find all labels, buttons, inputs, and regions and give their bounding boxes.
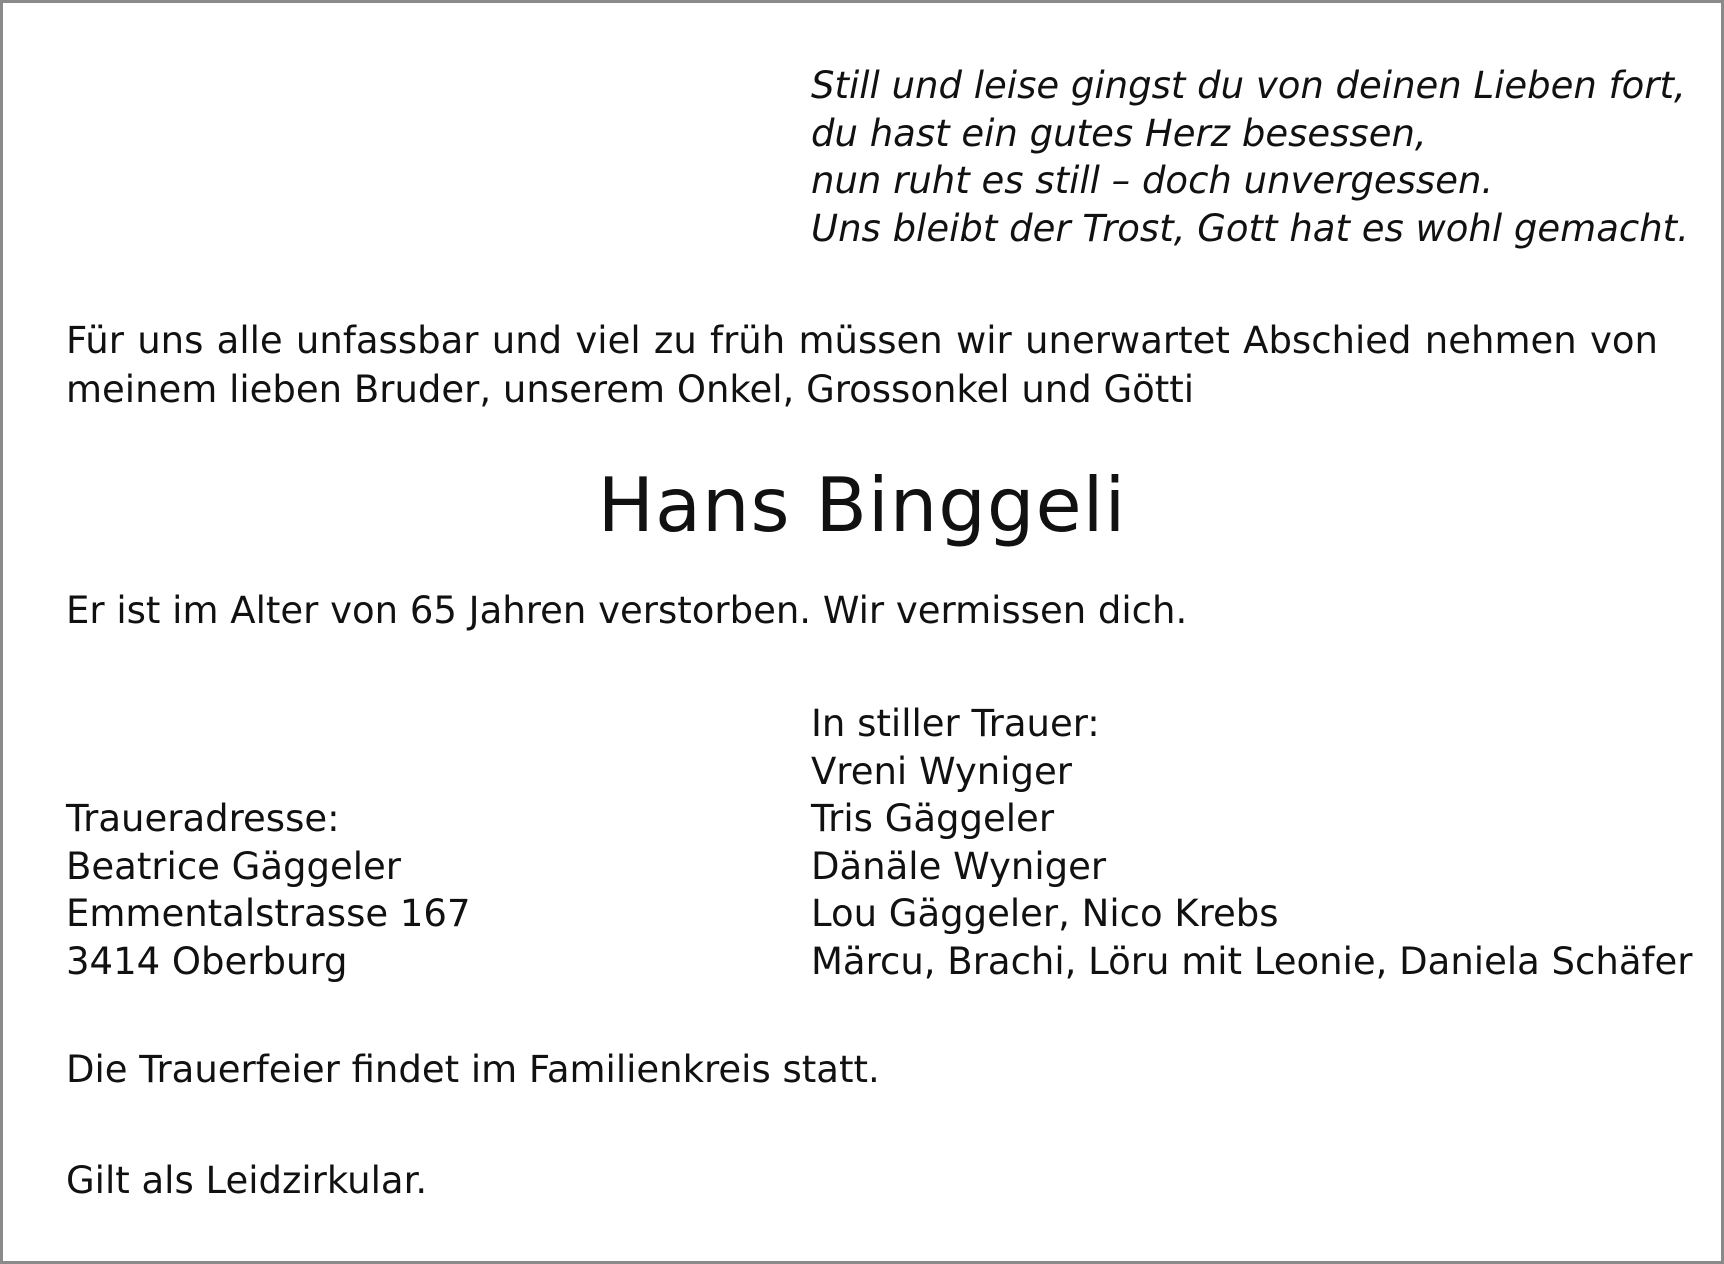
mourners-heading: In stiller Trauer: xyxy=(811,702,1100,745)
address-street: Emmentalstrasse 167 xyxy=(66,892,471,935)
mourner-name: Vreni Wyniger xyxy=(811,749,1072,793)
poem-line: nun ruht es still – doch unvergessen. xyxy=(811,159,1494,202)
poem-line: Uns bleibt der Trost, Gott hat es wohl gemacht. xyxy=(811,206,1689,250)
deceased-name: Hans Binggeli xyxy=(597,461,1127,549)
age-statement: Er ist im Alter von 65 Jahren verstorben. Wir vermissen dich. xyxy=(66,589,1188,632)
mourner-name: Dänäle Wyniger xyxy=(811,844,1107,888)
mourner-name: Märcu, Brachi, Löru mit Leonie, Daniela Schäfer xyxy=(811,939,1693,983)
intro-line-2: meinem lieben Bruder, unserem Onkel, Grossonkel und Götti xyxy=(66,368,1195,411)
mourner-name: Tris Gäggeler xyxy=(811,797,1055,840)
address-name: Beatrice Gäggeler xyxy=(66,844,402,888)
poem-line: Still und leise gingst du von deinen Lieben fort, xyxy=(811,64,1686,107)
address-city: 3414 Oberburg xyxy=(66,939,348,983)
mourner-name: Lou Gäggeler, Nico Krebs xyxy=(811,892,1279,935)
mourners-list xyxy=(811,700,1693,985)
ceremony-note: Die Trauerfeier findet im Familienkreis statt. xyxy=(66,1048,880,1091)
circular-note: Gilt als Leidzirkular. xyxy=(66,1159,428,1202)
poem-line: du hast ein gutes Herz besessen, xyxy=(811,111,1427,155)
intro-text xyxy=(66,316,1658,414)
mourning-address xyxy=(66,795,471,985)
intro-line-1: Für uns alle unfassbar und viel zu früh müssen wir unerwartet Abschied nehmen von xyxy=(66,319,1658,362)
poem xyxy=(811,62,1689,252)
address-heading: Traueradresse: xyxy=(66,797,340,840)
